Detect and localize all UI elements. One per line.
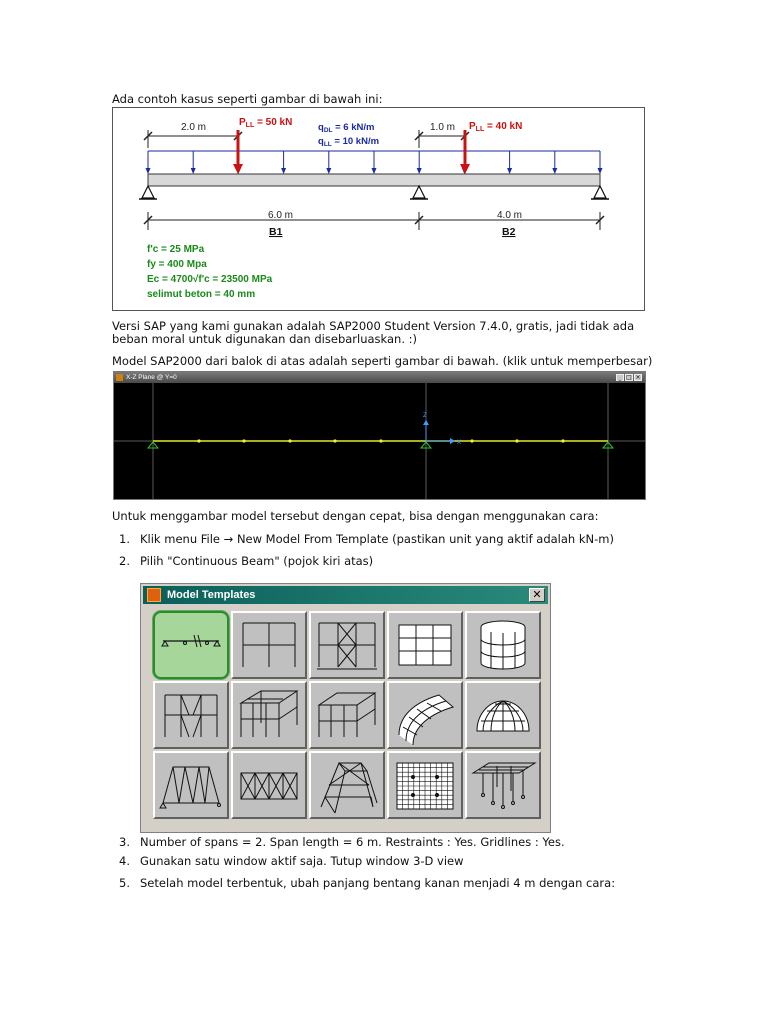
beam2-label: B2 — [502, 226, 516, 238]
portal-frame-icon — [233, 613, 305, 677]
template-cylinder[interactable] — [465, 611, 541, 679]
step-number: 4. — [119, 854, 130, 868]
prop-cover: selimut beton = 40 mm — [147, 289, 256, 300]
template-eccentric-frame[interactable] — [153, 681, 229, 749]
template-braced-frame[interactable] — [309, 611, 385, 679]
template-wall-grid[interactable] — [387, 611, 463, 679]
step-number: 3. — [119, 835, 130, 849]
step-5-text: Setelah model terbentuk, ubah panjang bentang kanan menjadi 4 m dengan cara: — [140, 876, 616, 890]
template-dome[interactable] — [465, 681, 541, 749]
template-vertical-truss[interactable] — [153, 751, 229, 819]
distributed-load-arrowhead — [552, 168, 557, 174]
template-3d-frame[interactable] — [231, 681, 307, 749]
beam-node[interactable] — [242, 439, 245, 442]
distributed-load-arrowhead — [507, 168, 512, 174]
step-number: 1. — [119, 532, 130, 546]
distributed-load-arrowhead — [417, 168, 422, 174]
braced-frame-icon — [311, 613, 383, 677]
beam-node[interactable] — [197, 439, 200, 442]
barrel-shell-icon — [389, 683, 461, 747]
beam-load-diagram — [112, 107, 645, 311]
distributed-load-arrowhead — [326, 168, 331, 174]
beam-node[interactable] — [379, 439, 382, 442]
prop-ec: Ec = 4700√f'c = 23500 MPa — [147, 274, 273, 285]
model-paragraph: Model SAP2000 dari balok di atas adalah seperti gambar di bawah. (klik untuk memperbesar) — [112, 354, 653, 368]
prop-fc: f'c = 25 MPa — [147, 244, 205, 255]
shear-wall-icon — [467, 753, 539, 817]
distributed-load-arrowhead — [281, 168, 286, 174]
intro-text: Ada contoh kasus seperti gambar di bawah ini: — [112, 92, 383, 106]
wall-grid-icon — [389, 613, 461, 677]
dialog-titlebar[interactable] — [143, 586, 548, 604]
flat-slab-icon — [389, 753, 461, 817]
sap2000-model-window[interactable] — [113, 371, 646, 500]
load-qll-label: $q_{LL} = 10$ kN/m — [318, 136, 380, 148]
dialog-close-button[interactable]: ✕ — [529, 588, 545, 602]
step-3-text: Number of spans = 2. Span length = 6 m. Restraints : Yes. Gridlines : Yes. — [140, 835, 565, 849]
span2-length: 4.0 m — [497, 210, 523, 221]
dim-1m: 1.0 m — [430, 122, 456, 133]
sap-app-icon — [116, 374, 123, 381]
model-templates-dialog[interactable] — [140, 583, 551, 833]
distributed-load-arrowhead — [146, 168, 151, 174]
sap-model-canvas[interactable] — [114, 383, 645, 499]
axis-x-label: X — [457, 440, 462, 446]
load-p1-label: $P_{LL} = 50$ kN — [239, 117, 293, 129]
template-box-truss[interactable] — [231, 751, 307, 819]
beam-node[interactable] — [515, 439, 518, 442]
step-4-text: Gunakan satu window aktif saja. Tutup window 3-D view — [140, 854, 464, 868]
step-1-text: Klik menu File → New Model From Template (pastikan unit yang aktif adalah kN-m) — [140, 532, 614, 546]
eccentric-frame-icon — [155, 683, 227, 747]
3d-frame-icon — [233, 683, 305, 747]
step-2-text: Pilih "Continuous Beam" (pojok kiri atas) — [140, 554, 374, 568]
axis-z-label: Z — [423, 413, 427, 419]
method-paragraph: Untuk menggambar model tersebut dengan cepat, bisa dengan menggunakan cara: — [112, 509, 599, 523]
beam-node[interactable] — [333, 439, 336, 442]
cylinder-icon — [467, 613, 539, 677]
prop-fy: fy = 400 Mpa — [147, 259, 207, 270]
beam-node[interactable] — [470, 439, 473, 442]
3d-truss-icon — [311, 753, 383, 817]
continuous-beam-icon — [155, 613, 227, 677]
sap-window-titlebar[interactable] — [114, 372, 645, 383]
template-barrel-shell[interactable] — [387, 681, 463, 749]
load-qdl-label: $q_{DL} = 6$ kN/m — [318, 122, 375, 134]
step-number: 5. — [119, 876, 130, 890]
version-paragraph-line2: beban moral untuk digunakan dan disebarluaskan. :) — [112, 332, 418, 346]
dim-2m: 2.0 m — [181, 122, 207, 133]
3d-braced-frame-icon — [311, 683, 383, 747]
template-3d-braced-frame[interactable] — [309, 681, 385, 749]
template-shear-wall[interactable] — [465, 751, 541, 819]
sap-window-title: X-Z Plane @ Y=0 — [126, 374, 177, 381]
template-portal-frame[interactable] — [231, 611, 307, 679]
distributed-load-arrowhead — [598, 168, 603, 174]
vertical-truss-icon — [155, 753, 227, 817]
distributed-load-arrowhead — [191, 168, 196, 174]
beam-node[interactable] — [288, 439, 291, 442]
minimize-button[interactable]: _ — [616, 374, 624, 381]
dialog-title: Model Templates — [167, 589, 256, 601]
span1-length: 6.0 m — [268, 210, 294, 221]
sap-app-icon — [147, 588, 161, 602]
load-p2-label: $P_{LL} = 40$ kN — [469, 121, 523, 133]
box-truss-icon — [233, 753, 305, 817]
template-flat-slab[interactable] — [387, 751, 463, 819]
dome-icon — [467, 683, 539, 747]
beam1-label: B1 — [269, 226, 283, 238]
version-paragraph-line1: Versi SAP yang kami gunakan adalah SAP2000 Student Version 7.4.0, gratis, jadi tidak ada — [112, 319, 635, 333]
template-3d-truss[interactable] — [309, 751, 385, 819]
maximize-button[interactable]: □ — [626, 374, 632, 381]
distributed-load-arrowhead — [372, 168, 377, 174]
beam-node[interactable] — [561, 439, 564, 442]
step-number: 2. — [119, 554, 130, 568]
template-continuous-beam[interactable] — [153, 611, 229, 679]
close-button[interactable]: × — [635, 374, 641, 381]
